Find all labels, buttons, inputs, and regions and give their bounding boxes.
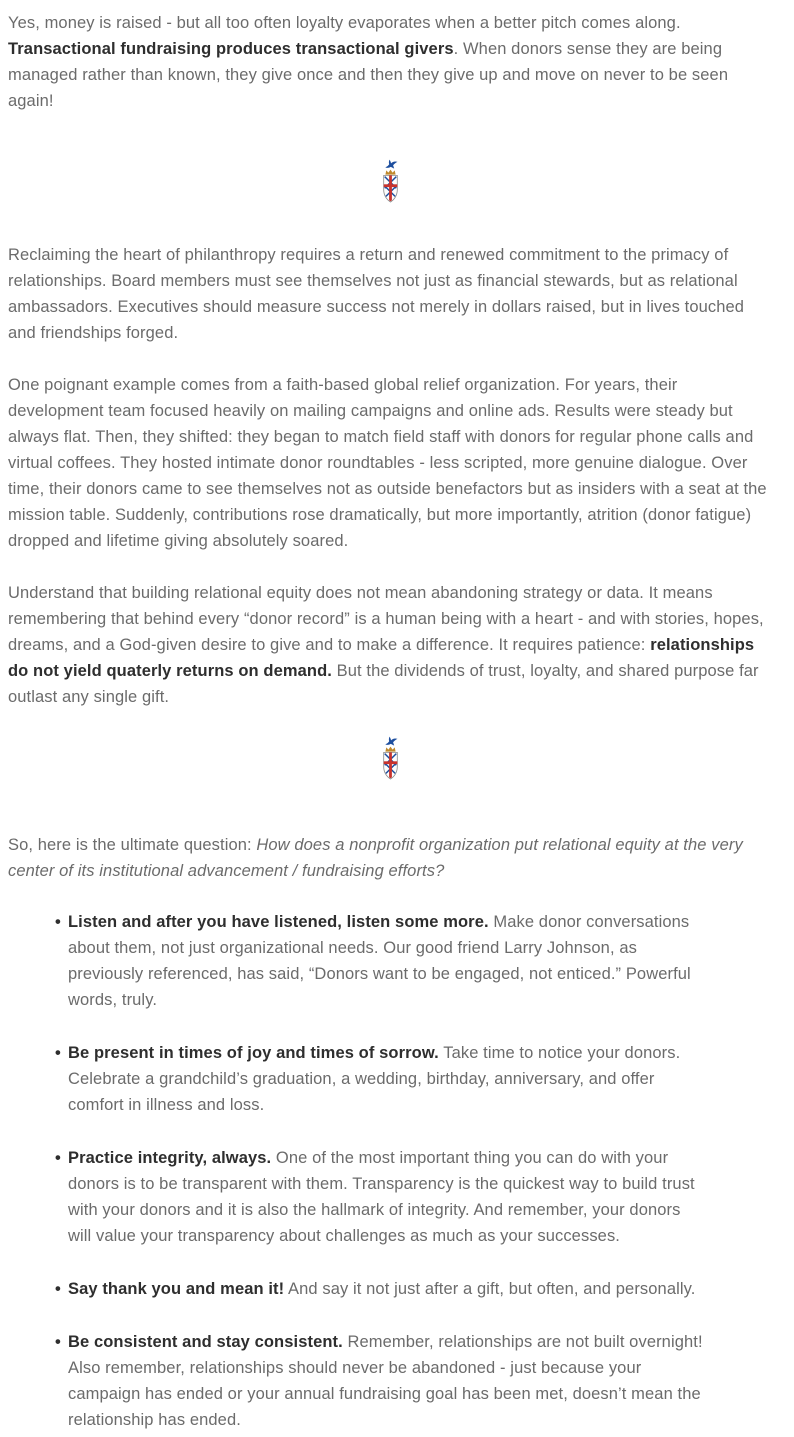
crest-divider-top bbox=[8, 159, 772, 203]
paragraph-transactional bbox=[8, 10, 772, 114]
text-segment: One of the most important thing you can do with your donors is to be transparent with them. Transparency is the quickest way to build trust with your donors and it is also the hallmark of integrity. And remember, your donors will value your transparency about challenges as much as your successes. bbox=[68, 1149, 695, 1245]
bullet-icon: • bbox=[55, 1149, 61, 1167]
italic-segment: How does a nonprofit organization put relational equity at the very center of its institutional advancement / fundraising efforts? bbox=[8, 836, 743, 880]
text-segment: Understand that building relational equity does not mean abandoning strategy or data. It means remembering that behind every “donor record” is a human being with a heart - and with stories, hopes, dreams, and a God-given desire to give and to make a difference. It requires patience: bbox=[8, 584, 764, 654]
crest-icon bbox=[378, 736, 403, 780]
text-segment: Take time to notice your donors. Celebrate a grandchild’s graduation, a wedding, birthday, anniversary, and offer comfort in illness and loss. bbox=[68, 1044, 681, 1114]
bullet-item-be-present bbox=[55, 1040, 708, 1118]
bullet-icon: • bbox=[55, 1044, 61, 1062]
bullet-icon: • bbox=[55, 913, 61, 931]
bold-segment: Listen and after you have listened, listen some more. bbox=[68, 913, 489, 931]
bullet-item-practice-integrity bbox=[55, 1145, 708, 1249]
bullet-item-be-consistent bbox=[55, 1329, 708, 1433]
bold-segment: relationships do not yield quaterly returns on demand. bbox=[8, 636, 755, 680]
bullet-icon: • bbox=[55, 1333, 61, 1351]
text-segment: Yes, money is raised - but all too often loyalty evaporates when a better pitch comes along. bbox=[8, 14, 681, 32]
text-segment: One poignant example comes from a faith-based global relief organization. For years, their development team focused heavily on mailing campaigns and online ads. Results were steady but always flat. Then, they shifted: they began to match field staff with donors for regular phone calls and virtual coffees. They hosted intimate donor roundtables - less scripted, more genuine dialogue. Over time, their donors came to see themselves not as outside benefactors but as insiders with a seat at the mission table. Suddenly, contributions rose dramatically, but more importantly, atrition (donor fatigue) dropped and lifetime giving absolutely soared. bbox=[8, 376, 767, 550]
crest-icon bbox=[378, 159, 403, 203]
bold-segment: Transactional fundraising produces transactional givers bbox=[8, 40, 454, 58]
text-segment: Make donor conversations about them, not just organizational needs. Our good friend Larry Johnson, as previously referenced, has said, “Donors want to be engaged, not enticed.” Powerful words, truly. bbox=[68, 913, 691, 1009]
text-segment: But the dividends of trust, loyalty, and shared purpose far outlast any single gift. bbox=[8, 662, 759, 706]
bold-segment: Be present in times of joy and times of sorrow. bbox=[68, 1044, 439, 1062]
bold-segment: Be consistent and stay consistent. bbox=[68, 1333, 343, 1351]
bold-segment: Practice integrity, always. bbox=[68, 1149, 272, 1167]
paragraph-example bbox=[8, 372, 772, 554]
paragraph-understand bbox=[8, 580, 772, 710]
paragraph-question bbox=[8, 832, 772, 884]
text-segment: Reclaiming the heart of philanthropy requires a return and renewed commitment to the primacy of relationships. Board members must see themselves not just as financial stewards, but as relational ambassadors. Executives should measure success not merely in dollars raised, but in lives touched and friendships forged. bbox=[8, 246, 745, 342]
paragraph-reclaiming bbox=[8, 242, 772, 346]
text-segment: . When donors sense they are being managed rather than known, they give once and then they give up and move on never to be seen again! bbox=[8, 40, 729, 110]
text-segment: And say it not just after a gift, but often, and personally. bbox=[284, 1280, 696, 1298]
bold-segment: Say thank you and mean it! bbox=[68, 1280, 285, 1298]
crest-divider-bottom bbox=[8, 736, 772, 780]
bullet-list bbox=[8, 909, 772, 1433]
text-segment: So, here is the ultimate question: bbox=[8, 836, 257, 854]
bullet-item-listen bbox=[55, 909, 708, 1013]
bullet-icon: • bbox=[55, 1280, 61, 1298]
bullet-item-say-thank-you bbox=[55, 1276, 708, 1302]
text-segment: Remember, relationships are not built overnight! Also remember, relationships should never be abandoned - just because your campaign has ended or your annual fundraising goal has been met, doesn’t mean the relationship has ended. bbox=[68, 1333, 703, 1429]
